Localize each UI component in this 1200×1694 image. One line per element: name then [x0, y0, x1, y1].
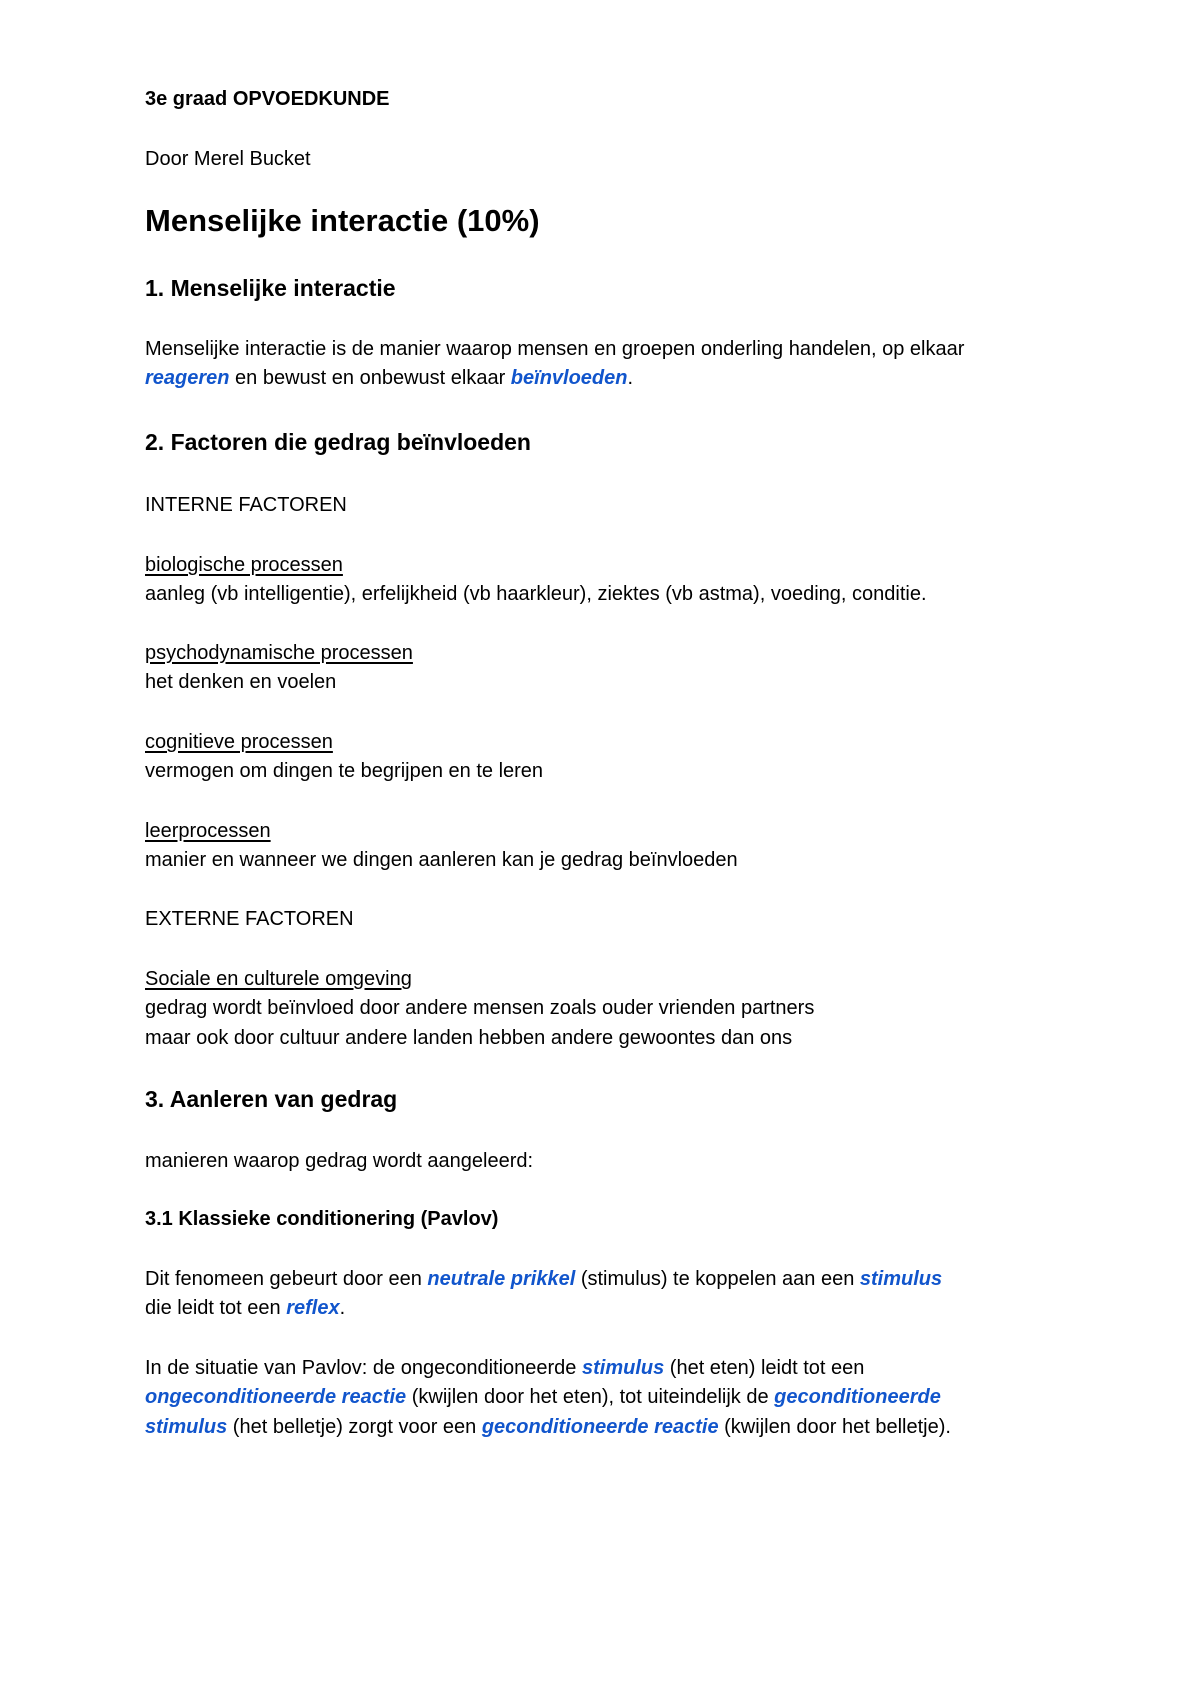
keyword-reflex: reflex	[286, 1297, 340, 1319]
keyword-geconditioneerde-reactie: geconditioneerde reactie	[481, 1416, 719, 1438]
text-run: In de situatie van Pavlov: de ongeconditioneerde	[145, 1357, 582, 1379]
section-heading-2: 2. Factoren die gedrag beïnvloeden	[145, 429, 531, 455]
paragraph-line: Menselijke interactie is de manier waarop mensen en groepen onderling handelen, op elkaar	[145, 338, 965, 360]
keyword-neutrale-prikkel: neutrale prikkel	[427, 1268, 576, 1290]
subheading-sociale-omgeving: Sociale en culturele omgeving	[145, 968, 412, 990]
text-run: (kwijlen door het eten), tot uiteindelijk de	[406, 1386, 775, 1408]
keyword-geconditioneerde: geconditioneerde	[774, 1386, 941, 1408]
paragraph-line	[145, 1355, 864, 1381]
subheading-psychodynamische-processen: psychodynamische processen	[145, 642, 413, 664]
interne-factoren-label: INTERNE FACTOREN	[145, 494, 347, 516]
keyword-reageren: reageren	[145, 367, 230, 389]
paragraph-line: gedrag wordt beïnvloed door andere mensen zoals ouder vrienden partners	[145, 997, 815, 1019]
paragraph-line	[145, 1414, 951, 1440]
keyword-ongeconditioneerde-reactie: ongeconditioneerde reactie	[145, 1386, 407, 1408]
author-line: Door Merel Bucket	[145, 148, 311, 170]
paragraph-line	[145, 1266, 942, 1292]
keyword-stimulus: stimulus	[581, 1357, 665, 1379]
subheading-leerprocessen: leerprocessen	[145, 820, 271, 842]
section-heading-3: 3. Aanleren van gedrag	[145, 1086, 398, 1112]
course-title: 3e graad OPVOEDKUNDE	[145, 88, 390, 110]
text-run: .	[339, 1297, 346, 1319]
keyword-beinvloeden: beïnvloeden	[510, 367, 628, 389]
paragraph-line: aanleg (vb intelligentie), erfelijkheid (vb haarkleur), ziektes (vb astma), voeding, conditie.	[145, 583, 927, 605]
text-run: (stimulus) te koppelen aan een	[575, 1268, 860, 1290]
paragraph-line	[145, 365, 633, 391]
externe-factoren-label: EXTERNE FACTOREN	[145, 908, 354, 930]
paragraph-line: manier en wanneer we dingen aanleren kan je gedrag beïnvloeden	[145, 849, 738, 871]
section-heading-1: 1. Menselijke interactie	[145, 275, 396, 301]
subheading-biologische-processen: biologische processen	[145, 554, 343, 576]
text-run: en bewust en onbewust elkaar	[229, 367, 511, 389]
subheading-cognitieve-processen: cognitieve processen	[145, 731, 333, 753]
paragraph-line: vermogen om dingen te begrijpen en te leren	[145, 760, 544, 782]
paragraph-line: het denken en voelen	[145, 671, 337, 693]
text-run: die leidt tot een	[145, 1297, 287, 1319]
paragraph-line	[145, 1384, 941, 1410]
paragraph-line: maar ook door cultuur andere landen hebben andere gewoontes dan ons	[145, 1027, 793, 1049]
keyword-stimulus: stimulus	[859, 1268, 943, 1290]
text-run: (kwijlen door het belletje).	[718, 1416, 951, 1438]
subsection-heading-3-1: 3.1 Klassieke conditionering (Pavlov)	[145, 1208, 499, 1230]
keyword-stimulus: stimulus	[145, 1416, 228, 1438]
text-run: Dit fenomeen gebeurt door een	[145, 1268, 428, 1290]
page-title: Menselijke interactie (10%)	[145, 203, 540, 238]
text-run: (het eten) leidt tot een	[664, 1357, 865, 1379]
text-run: .	[627, 367, 634, 389]
paragraph-line: manieren waarop gedrag wordt aangeleerd:	[145, 1150, 534, 1172]
text-run: (het belletje) zorgt voor een	[227, 1416, 482, 1438]
paragraph-line	[145, 1295, 345, 1321]
